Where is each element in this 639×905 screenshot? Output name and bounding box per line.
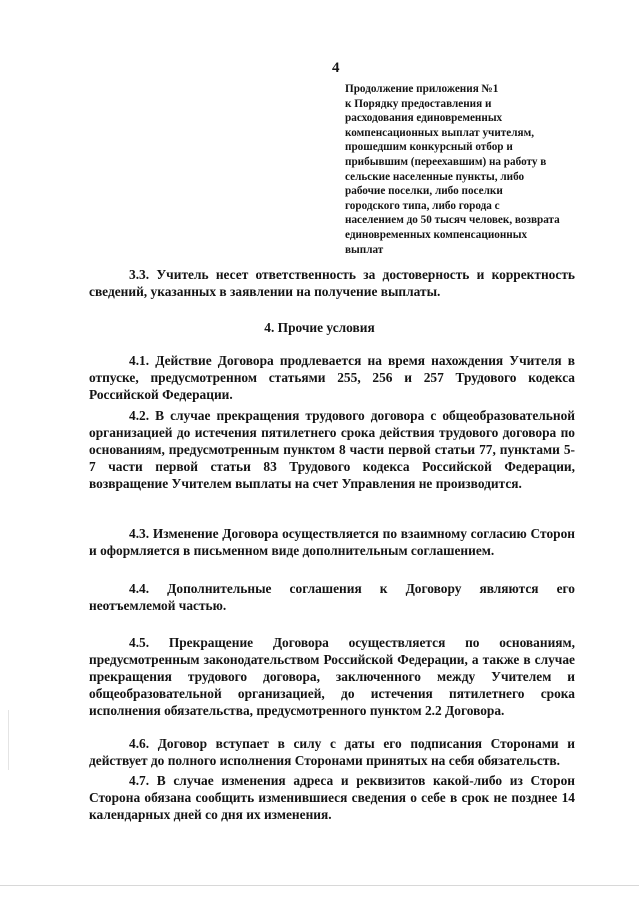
scan-edge-mark (8, 710, 9, 770)
clause-4-3: 4.3. Изменение Договора осуществляется по взаимному согласию Сторон и оформляется в письменном виде дополнительным соглашением. (89, 526, 575, 558)
clause-4-5: 4.5. Прекращение Договора осуществляется по основаниям, предусмотренным законодательством Российской Федерации, а также в случае прекращения трудового договора, заключенного между Учителем и общеобразовательной организацией, до истечения пятилетнего срока исполнения обязательства, предусмотренного пунктом 2.2 Договора. (89, 635, 575, 718)
page-number: 4 (332, 60, 340, 76)
clause-4-4: 4.4. Дополнительные соглашения к Договору являются его неотъемлемой частью. (89, 581, 575, 613)
clause-4-6: 4.6. Договор вступает в силу с даты его подписания Сторонами и действует до полного исполнения Сторонами принятых на себя обязательств. (89, 736, 575, 768)
clause-4-1: 4.1. Действие Договора продлевается на время нахождения Учителя в отпуске, предусмотренном статьями 255, 256 и 257 Трудового кодекса Российской Федерации. (89, 353, 575, 402)
section-4-title: 4. Прочие условия (264, 320, 375, 335)
clause-4-2: 4.2. В случае прекращения трудового договора с общеобразовательной организацией до истечения пятилетнего срока действия трудового договора по основаниям, предусмотренным пунктом 8 части первой статьи 77, пунктами 5-7 части первой статьи 83 Трудового кодекса Российской Федерации, возвращение Учителем выплаты на счет Управления не производится. (89, 408, 575, 491)
scan-border-line (0, 885, 639, 886)
appendix-note: Продолжение приложения №1 к Порядку предоставления и расходования единовременных компенсационных выплат учителям, прошедшим конкурсный отбор и прибывшим (переехавшим) на работу в сельские населенные пункты, либо рабочие поселки, либо поселки городского типа, либо города с населением до 50 тысяч человек, возврата единовременных компенсационных выплат (345, 83, 560, 256)
clause-3-3: 3.3. Учитель несет ответственность за достоверность и корректность сведений, указанных в заявлении на получение выплаты. (89, 267, 575, 299)
clause-4-7: 4.7. В случае изменения адреса и реквизитов какой-либо из Сторон Сторона обязана сообщить изменившиеся сведения о себе в срок не позднее 14 календарных дней со дня их изменения. (89, 773, 575, 822)
